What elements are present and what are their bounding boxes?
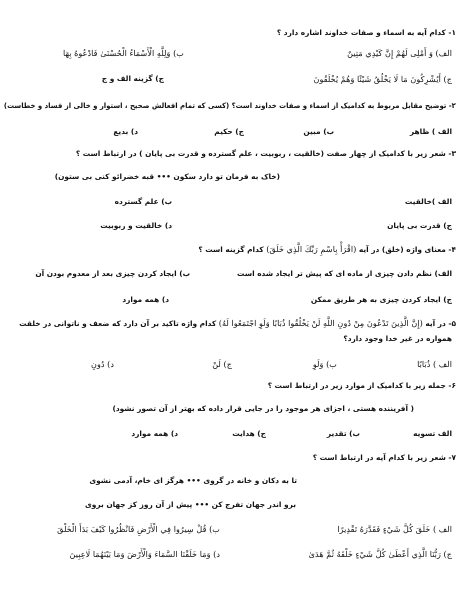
question-2-option-c: ج) حکیم <box>214 127 244 136</box>
question-5-option-b: ب) وَلَوِ <box>312 359 337 369</box>
question-2-option-b: ب) مبین <box>303 127 334 136</box>
question-3-option-c: ج) قدرت بی پایان <box>387 221 452 230</box>
question-2-option-a: الف ) ظاهر <box>409 127 452 136</box>
question-5-stem-line-2: همواره در غیر خدا وجود دارد؟ <box>343 334 452 343</box>
question-4-stem-ayah: (اقْرَأْ بِاسْمِ رَبِّكَ الَّذِي خَلَقَ) <box>266 244 357 254</box>
question-1-option-d: ج) گزینه الف و ج <box>101 74 164 83</box>
question-5-stem-post: کدام واژه تاکید بر آن دارد که ضعف و ناتوانی در خلقت <box>19 319 217 328</box>
question-7-verse-2: برو اندر جهان تفرج کن ••• پیش از آن روز کز جهان بروی <box>85 500 296 509</box>
question-7-stem: ۷- شعر زیر با کدام آیه در ارتباط است ؟ <box>312 453 456 462</box>
question-7-option-c: ج) رَبُّنَا الَّذِي أَعْطَىٰ كُلَّ شَيْءٍ خَلْقَهُ ثُمَّ هَدَىٰ <box>308 549 452 559</box>
question-6-option-d: د) همه موارد <box>131 429 178 438</box>
question-1-option-c: ج) أَيُشْرِكُونَ مَا لَا يَخْلُقُ شَيْئًا وَهُمْ يُخْلَقُونَ <box>313 74 452 84</box>
question-3-option-b: ب) علم گسترده <box>114 197 172 206</box>
question-5-stem <box>19 318 456 329</box>
question-7-option-d: د) وَمَا خَلَقْنَا السَّمَاءَ وَالْأَرْضَ وَمَا بَيْنَهُمَا لَاعِبِينَ <box>69 549 220 559</box>
question-5-stem-ayah: (إِنَّ الَّذِينَ تَدْعُونَ مِنْ دُونِ اللَّهِ لَنْ يَخْلُقُوا ذُبَابًا وَلَوِ اجْتَمَعُوا لَهُ) <box>218 318 423 328</box>
question-6-option-b: ب) تقدیر <box>326 429 360 438</box>
question-1-option-a: الف) وَ أَمْلِی لَهُمْ إِنَّ كَيْدِي مَتِينٌ <box>347 48 452 58</box>
question-4-option-c: ج) ایجاد کردن چیزی به هر طریق ممکن <box>310 295 452 304</box>
question-3-verse: (خاک به فرمان تو دارد سکون ••• قبه خضرائو کنی بی ستون) <box>54 172 280 181</box>
question-2-stem: ۲- توضیح مقابل مربوط به کدامیک از اسماء و صفات خداوند است؟ (کسی که تمام افعالش صحیح ، استوار و خالی از فساد و خطاست) <box>4 101 456 110</box>
question-2-option-d: د) بدیع <box>113 127 138 136</box>
question-4-option-b: ب) ایجاد کردن چیزی بعد از معدوم بودن آن <box>35 269 190 278</box>
question-7-option-a: الف ) خَلَقَ كُلَّ شَيْءٍ فَقَدَّرَهُ تَقْدِيرًا <box>337 524 452 534</box>
question-6-stem: ۶- جمله زیر با کدامیک از موارد زیر در ارتباط است ؟ <box>267 381 456 390</box>
question-6-quote: ( آفریننده هستی ، اجزای هر موجود را در جایی قرار داده که بهتر از آن تصور نشود) <box>112 404 414 413</box>
question-6-option-c: ج) هدایت <box>232 429 266 438</box>
question-5-option-c: ج) لَنْ <box>212 359 232 369</box>
question-3-option-a: الف )خالقیت <box>404 197 452 206</box>
question-5-stem-pre: ۵- در آیه <box>425 319 456 328</box>
question-1-stem: ۱- کدام آیه به اسماء و صفات خداوند اشاره دارد ؟ <box>276 28 456 37</box>
question-4-option-d: د) همه موارد <box>122 295 169 304</box>
question-4-stem <box>198 244 456 255</box>
question-4-stem-pre: ۴- معنای واژه (خلق) در آیه <box>358 245 456 254</box>
question-7-option-b: ب) قُلْ سِيرُوا فِي الْأَرْضِ فَانْظُرُوا كَيْفَ بَدَأَ الْخَلْقَ <box>57 524 220 534</box>
question-5-option-a: الف ) ذُبَابًا <box>417 359 452 369</box>
question-3-option-d: د) خالقیت و ربوبیت <box>100 221 172 230</box>
question-1-option-b: ب) وَلِلَّهِ الْأَسْمَاءُ الْحُسْنَىٰ فَادْعُوهُ بِهَا <box>62 48 184 58</box>
question-4-stem-post: کدام گزینه است ؟ <box>198 245 264 254</box>
question-4-option-a: الف) نظم دادن چیزی از ماده ای که پیش تر ایجاد شده است <box>237 269 452 278</box>
question-6-option-a: الف تسویه <box>413 429 452 438</box>
question-7-verse-1: تا به دکان و خانه در گروی ••• هرگز ای خام، آدمی نشوی <box>89 476 297 485</box>
question-3-stem: ۳- شعر زیر با کدامیک از چهار صفت (خالقیت ، ربوبیت ، علم گسترده و قدرت بی پایان ) در ارتباط است ؟ <box>75 149 456 158</box>
question-5-option-d: د) دُونِ <box>90 359 114 369</box>
